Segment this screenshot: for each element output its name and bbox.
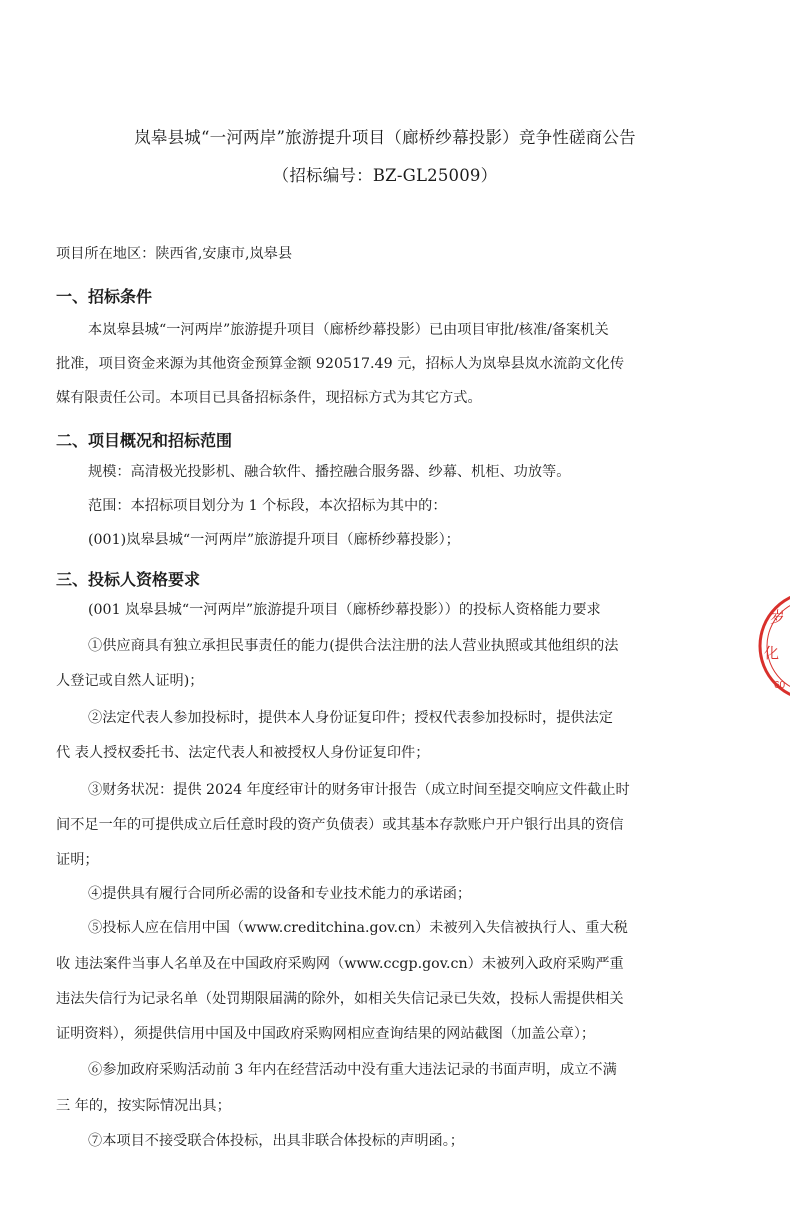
paragraph-line: 批准，项目资金来源为其他资金预算金额 920517.49 元，招标人为岚皋县岚水流韵文化传 <box>56 356 625 372</box>
paragraph-line: ⑥参加政府采购活动前 3 年内在经营活动中没有重大违法记录的书面声明，成立不满 <box>88 1062 617 1078</box>
section-heading-bidder-qualifications: 三、投标人资格要求 <box>56 570 201 589</box>
svg-text:岁: 岁 <box>770 610 786 626</box>
paragraph-line: (001 岚皋县城“一河两岸”旅游提升项目（廊桥纱幕投影））的投标人资格能力要求 <box>88 602 601 618</box>
paragraph-line: ④提供具有履行合同所必需的设备和专业技术能力的承诺函； <box>88 886 472 902</box>
paragraph-line: ②法定代表人参加投标时，提供本人身份证复印件；授权代表参加投标时，提供法定 <box>88 710 613 726</box>
svg-text:化: 化 <box>764 646 780 662</box>
paragraph-line: ⑦本项目不接受联合体投标，出具非联合体投标的声明函。； <box>88 1133 464 1149</box>
document-title: 岚皋县城“一河两岸”旅游提升项目（廊桥纱幕投影）竞争性磋商公告 <box>134 128 636 147</box>
paragraph-line: 证明； <box>56 852 99 868</box>
paragraph-line: 本岚皋县城“一河两岸”旅游提升项目（廊桥纱幕投影）已由项目审批/核准/备案机关 <box>88 322 609 338</box>
paragraph-line: ③财务状况：提供 2024 年度经审计的财务审计报告（成立时间至提交响应文件截止时 <box>88 782 630 798</box>
section-heading-bidding-conditions: 一、招标条件 <box>56 287 153 306</box>
paragraph-line: 代 表人授权委托书、法定代表人和被授权人身份证复印件； <box>56 745 430 761</box>
svg-text:60: 60 <box>774 680 786 691</box>
section-heading-project-overview: 二、项目概况和招标范围 <box>56 431 233 450</box>
paragraph-line: 规模：高清极光投影机、融合软件、播控融合服务器、纱幕、机柜、功放等。 <box>88 464 571 480</box>
paragraph-line: 人登记或自然人证明)； <box>56 673 204 689</box>
paragraph-line: 媒有限责任公司。本项目已具备招标条件，现招标方式为其它方式。 <box>56 390 482 406</box>
paragraph-line: 范围：本招标项目划分为 1 个标段，本次招标为其中的： <box>88 498 447 514</box>
official-seal-fragment <box>752 580 790 740</box>
paragraph-line: 间不足一年的可提供成立后任意时段的资产负债表）或其基本存款账户开户银行出具的资信 <box>56 817 624 833</box>
paragraph-line: 证明资料），须提供信用中国及中国政府采购网相应查询结果的网站截图（加盖公章）； <box>56 1026 596 1042</box>
paragraph-line: ⑤投标人应在信用中国（www.creditchina.gov.cn）未被列入失信被执行人、重大税 <box>88 920 628 936</box>
paragraph-line: 收 违法案件当事人名单及在中国政府采购网（www.ccgp.gov.cn）未被列入政府采购严重 <box>56 956 624 972</box>
paragraph-line: (001)岚皋县城“一河两岸”旅游提升项目（廊桥纱幕投影）； <box>88 532 460 548</box>
paragraph-line: 违法失信行为记录名单（处罚期限届满的除外，如相关失信记录已失效，投标人需提供相关 <box>56 991 624 1007</box>
paragraph-line: ①供应商具有独立承担民事责任的能力(提供合法注册的法人营业执照或其他组织的法 <box>88 638 619 654</box>
paragraph-line: 三 年的，按实际情况出具； <box>56 1098 231 1114</box>
bid-number: （招标编号：BZ-GL25009） <box>272 166 498 185</box>
project-location: 项目所在地区：陕西省,安康市,岚皋县 <box>56 246 293 262</box>
